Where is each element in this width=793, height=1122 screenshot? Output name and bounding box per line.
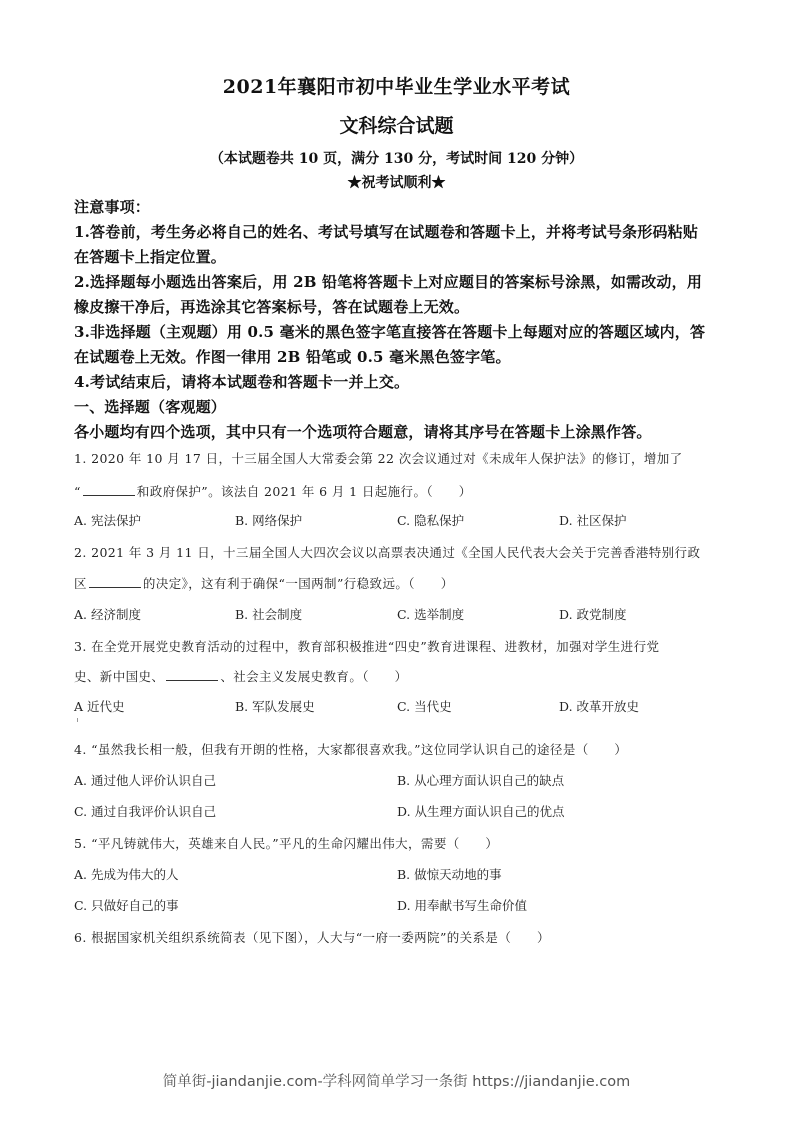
- notice-line: 在试题卷上无效。作图一律用 2B 铅笔或 0.5 毫米黑色签字笔。: [74, 348, 511, 366]
- question-2-option-d: D. 政党制度: [559, 607, 627, 622]
- question-5-option-c: C. 只做好自己的事: [74, 898, 179, 913]
- question-5-text: 5. “平凡铸就伟大，英雄来自人民。”平凡的生命闪耀出伟大，需要（ ）: [74, 836, 499, 851]
- question-3-suffix: 、社会主义发展史教育。（ ）: [220, 669, 408, 684]
- question-1-option-a: A. 宪法保护: [74, 513, 141, 528]
- notice-line: 在答题卡上指定位置。: [74, 248, 227, 266]
- question-5-option-d: D. 用奉献书写生命价值: [397, 898, 528, 913]
- answer-blank: [166, 670, 218, 681]
- question-2-option-c: C. 选举制度: [397, 607, 465, 622]
- notice-line: 2.选择题每小题选出答案后，用 2B 铅笔将答题卡上对应题目的答案标号涂黑，如需改动，用: [74, 273, 703, 291]
- notice-line: 橡皮擦干净后，再选涂其它答案标号，答在试题卷上无效。: [74, 298, 470, 316]
- stray-mark: [77, 718, 78, 722]
- exam-title: 2021年襄阳市初中毕业生学业水平考试: [222, 76, 571, 98]
- question-1-suffix: 和政府保护”。该法自 2021 年 6 月 1 日起施行。（ ）: [136, 484, 472, 499]
- question-1-option-b: B. 网络保护: [235, 513, 303, 528]
- question-4-option-a: A. 通过他人评价认识自己: [74, 773, 216, 788]
- question-3-prefix: 史、新中国史、: [74, 669, 165, 684]
- question-3-text-cont: [74, 667, 408, 685]
- footer-watermark: 简单街-jiandanjie.com-学科网简单学习一条街 https://jiandanjie.com: [162, 1074, 631, 1090]
- question-1-text: 1. 2020 年 10 月 17 日，十三届全国人大常委会第 22 次会议通过对《未成年人保护法》的修订，增加了: [74, 451, 683, 466]
- answer-blank: [83, 485, 135, 496]
- question-2-suffix: 的决定》，这有利于确保“一国两制”行稳致远。（ ）: [142, 576, 454, 591]
- exam-wish: ★祝考试顺利★: [347, 175, 446, 191]
- question-3-text: 3. 在全党开展党史教育活动的过程中，教育部积极推进“四史”教育进课程、进教材，加强对学生进行党: [74, 639, 660, 654]
- section-instruction: 各小题均有四个选项，其中只有一个选项符合题意，请将其序号在答题卡上涂黑作答。: [74, 423, 652, 441]
- notice-line: 1.答卷前，考生务必将自己的姓名、考试号填写在试题卷和答题卡上，并将考试号条形码粘贴: [74, 223, 699, 241]
- question-2-option-a: A. 经济制度: [74, 607, 141, 622]
- question-1-prefix: “: [74, 484, 81, 499]
- question-5-option-b: B. 做惊天动地的事: [397, 867, 502, 882]
- exam-subject: 文科综合试题: [339, 115, 454, 137]
- question-4-text: 4. “虽然我长相一般，但我有开朗的性格，大家都很喜欢我。”这位同学认识自己的途径是（ ）: [74, 742, 628, 757]
- question-1-text-cont: [74, 482, 472, 500]
- question-2-option-b: B. 社会制度: [235, 607, 303, 622]
- question-4-option-c: C. 通过自我评价认识自己: [74, 804, 217, 819]
- question-6-text: 6. 根据国家机关组织系统简表（见下图），人大与“一府一委两院”的关系是（ ）: [74, 930, 550, 945]
- question-3-option-c: C. 当代史: [397, 699, 452, 714]
- question-4-option-b: B. 从心理方面认识自己的缺点: [397, 773, 565, 788]
- answer-blank: [89, 577, 141, 588]
- question-2-text: 2. 2021 年 3 月 11 日，十三届全国人大四次会议以高票表决通过《全国人民代表大会关于完善香港特别行政: [74, 545, 701, 560]
- notice-line: 3.非选择题（主观题）用 0.5 毫米的黑色签字笔直接答在答题卡上每题对应的答题区域内，答: [74, 323, 706, 341]
- question-1-option-c: C. 隐私保护: [397, 513, 465, 528]
- question-5-option-a: A. 先成为伟大的人: [74, 867, 179, 882]
- question-4-option-d: D. 从生理方面认识自己的优点: [397, 804, 565, 819]
- question-3-option-a: A 近代史: [74, 699, 125, 714]
- question-2-text-cont: [74, 574, 454, 592]
- question-2-prefix: 区: [74, 576, 87, 591]
- question-1-option-d: D. 社区保护: [559, 513, 627, 528]
- section-title: 一、选择题（客观题）: [74, 398, 227, 416]
- notice-line: 4.考试结束后，请将本试题卷和答题卡一并上交。: [74, 373, 410, 391]
- question-3-option-d: D. 改革开放史: [559, 699, 640, 714]
- question-3-option-b: B. 军队发展史: [235, 699, 315, 714]
- notice-heading: 注意事项：: [74, 198, 151, 216]
- exam-info: （本试题卷共 10 页，满分 130 分，考试时间 120 分钟）: [209, 151, 584, 167]
